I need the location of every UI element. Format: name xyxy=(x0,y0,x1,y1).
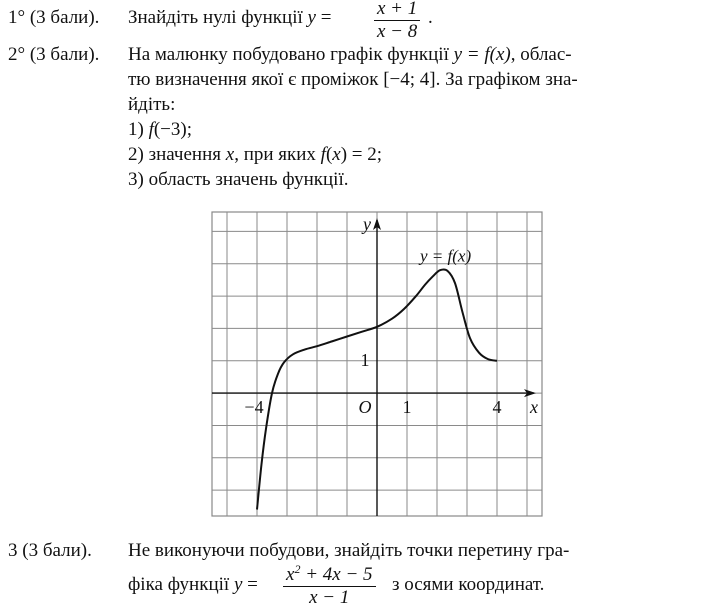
numerator-rest: + 4x − 5 xyxy=(300,564,373,585)
item-2-var-2: x xyxy=(332,144,341,165)
problem-3-line-2-start xyxy=(128,574,258,596)
origin-label: O xyxy=(358,397,372,418)
problem-2-line-1-text: На малюнку побудовано графік функції xyxy=(128,44,454,65)
problem-2-line-2: тю визначення якої є проміжок [−4; 4]. За графіком зна- xyxy=(128,69,578,90)
x-tick-label: −4 xyxy=(244,397,264,418)
x-tick-label: 4 xyxy=(492,397,502,418)
problem-3-numerator xyxy=(283,564,376,587)
curve-label: y = f(x) xyxy=(420,246,472,266)
item-2-var: x xyxy=(225,144,235,165)
y-axis-label: y xyxy=(363,214,371,234)
problem-1-text-before: Знайдіть нулі функції xyxy=(128,7,308,28)
problem-3-equals: = xyxy=(242,574,258,595)
problem-1-denominator: x − 8 xyxy=(377,21,418,42)
problem-3-number: 3 (3 бали). xyxy=(8,540,92,561)
problem-2-number: 2° (3 бали). xyxy=(8,44,100,65)
numerator-x: x xyxy=(286,564,295,585)
item-1-number: 1) xyxy=(128,119,149,140)
item-1-arg: (−3); xyxy=(153,119,193,140)
item-2-text: 2) значення xyxy=(128,144,226,165)
problem-2-function-notation: y = f(x) xyxy=(453,44,511,65)
x-tick-label: 1 xyxy=(402,397,412,418)
problem-1-period: . xyxy=(428,7,433,28)
problem-2-item-3: 3) область значень функції. xyxy=(128,169,349,190)
problem-2-line-1-end: , облас- xyxy=(510,44,572,65)
item-2-fn: f xyxy=(320,144,326,165)
problem-3-line-1: Не виконуючи побудови, знайдіть точки перетину гра- xyxy=(128,540,570,561)
numerator-exponent: 2 xyxy=(294,562,301,576)
problem-3-fraction xyxy=(283,564,376,609)
problem-3-line-2-end: з осями координат. xyxy=(392,574,545,595)
problem-3-text: фіка функції xyxy=(128,574,234,595)
y-tick-label: 1 xyxy=(360,349,370,370)
item-2-paren: ( xyxy=(325,144,333,165)
item-2-end: ) = 2; xyxy=(340,144,383,165)
x-axis-label: x xyxy=(530,397,538,418)
problem-1-equals: = xyxy=(315,7,332,28)
problem-1-numerator: x + 1 xyxy=(374,0,420,21)
problem-1-fn-var: y xyxy=(307,7,316,28)
problem-3-denominator: x − 1 xyxy=(309,587,350,608)
graph-labels xyxy=(244,214,538,417)
problem-3-fn-var: y xyxy=(233,574,243,595)
item-1-fn: f xyxy=(148,119,154,140)
problem-2-line-3: йдіть: xyxy=(128,94,176,115)
problem-1-number: 1° (3 бали). xyxy=(8,7,100,28)
item-2-text-b: , при яких xyxy=(234,144,321,165)
